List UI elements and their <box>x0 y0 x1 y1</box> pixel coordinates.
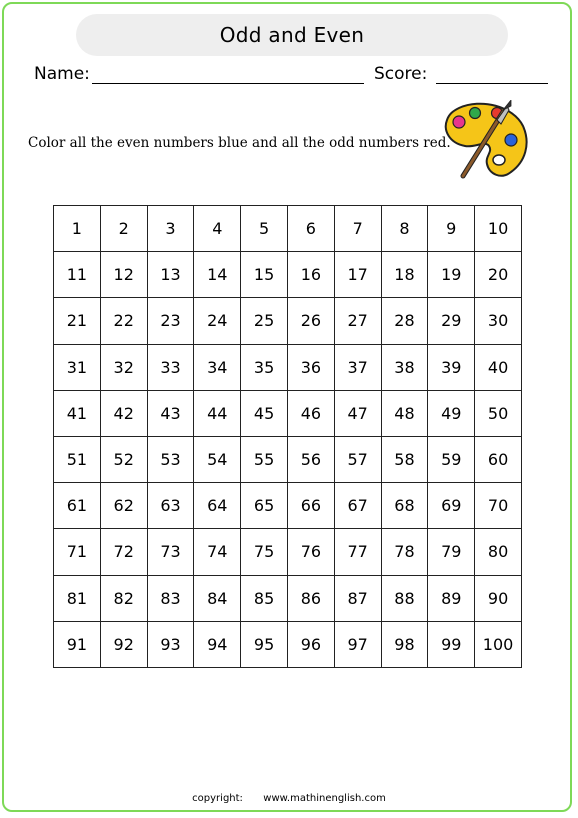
grid-cell[interactable]: 55 <box>241 436 288 482</box>
grid-cell[interactable]: 39 <box>428 344 475 390</box>
grid-cell[interactable]: 95 <box>241 621 288 667</box>
grid-cell[interactable]: 5 <box>241 206 288 252</box>
grid-cell[interactable]: 54 <box>194 436 241 482</box>
grid-cell[interactable]: 4 <box>194 206 241 252</box>
grid-row <box>54 436 522 482</box>
grid-cell[interactable]: 60 <box>475 436 522 482</box>
grid-row <box>54 344 522 390</box>
grid-cell[interactable]: 49 <box>428 390 475 436</box>
grid-cell[interactable]: 92 <box>100 621 147 667</box>
grid-cell[interactable]: 51 <box>54 436 101 482</box>
grid-cell[interactable]: 38 <box>381 344 428 390</box>
grid-cell[interactable]: 84 <box>194 575 241 621</box>
grid-cell[interactable]: 47 <box>334 390 381 436</box>
grid-cell[interactable]: 3 <box>147 206 194 252</box>
page-title: Odd and Even <box>219 23 365 47</box>
grid-cell[interactable]: 50 <box>475 390 522 436</box>
grid-cell[interactable]: 41 <box>54 390 101 436</box>
grid-cell[interactable]: 63 <box>147 483 194 529</box>
grid-row <box>54 390 522 436</box>
grid-cell[interactable]: 52 <box>100 436 147 482</box>
grid-cell[interactable]: 98 <box>381 621 428 667</box>
grid-cell[interactable]: 75 <box>241 529 288 575</box>
grid-cell[interactable]: 40 <box>475 344 522 390</box>
grid-cell[interactable]: 46 <box>287 390 334 436</box>
grid-cell[interactable]: 58 <box>381 436 428 482</box>
grid-cell[interactable]: 13 <box>147 252 194 298</box>
grid-cell[interactable]: 8 <box>381 206 428 252</box>
grid-cell[interactable]: 35 <box>241 344 288 390</box>
grid-cell[interactable]: 85 <box>241 575 288 621</box>
grid-cell[interactable]: 86 <box>287 575 334 621</box>
grid-cell[interactable]: 74 <box>194 529 241 575</box>
grid-cell[interactable]: 67 <box>334 483 381 529</box>
grid-row <box>54 206 522 252</box>
grid-cell[interactable]: 12 <box>100 252 147 298</box>
grid-cell[interactable]: 62 <box>100 483 147 529</box>
grid-cell[interactable]: 21 <box>54 298 101 344</box>
title-bar <box>76 14 508 56</box>
grid-cell[interactable]: 91 <box>54 621 101 667</box>
grid-cell[interactable]: 29 <box>428 298 475 344</box>
footer <box>0 793 578 804</box>
name-label: Name: <box>34 64 90 84</box>
grid-cell[interactable]: 45 <box>241 390 288 436</box>
grid-cell[interactable]: 48 <box>381 390 428 436</box>
grid-cell[interactable]: 81 <box>54 575 101 621</box>
grid-cell[interactable]: 77 <box>334 529 381 575</box>
grid-cell[interactable]: 15 <box>241 252 288 298</box>
grid-cell[interactable]: 10 <box>475 206 522 252</box>
grid-cell[interactable]: 20 <box>475 252 522 298</box>
grid-cell[interactable]: 69 <box>428 483 475 529</box>
score-label: Score: <box>374 64 428 84</box>
name-score-row <box>34 64 554 88</box>
grid-cell[interactable]: 23 <box>147 298 194 344</box>
grid-cell[interactable]: 96 <box>287 621 334 667</box>
instruction-text: Color all the even numbers blue and all the odd numbers red. <box>28 135 451 151</box>
grid-cell[interactable]: 32 <box>100 344 147 390</box>
grid-cell[interactable]: 76 <box>287 529 334 575</box>
grid-cell[interactable]: 6 <box>287 206 334 252</box>
website-link[interactable]: www.mathinenglish.com <box>263 793 386 804</box>
grid-cell[interactable]: 17 <box>334 252 381 298</box>
grid-cell[interactable]: 88 <box>381 575 428 621</box>
grid-row <box>54 529 522 575</box>
grid-cell[interactable]: 42 <box>100 390 147 436</box>
grid-cell[interactable]: 1 <box>54 206 101 252</box>
grid-cell[interactable]: 34 <box>194 344 241 390</box>
grid-cell[interactable]: 93 <box>147 621 194 667</box>
grid-cell[interactable]: 18 <box>381 252 428 298</box>
grid-cell[interactable]: 64 <box>194 483 241 529</box>
hundred-chart-grid <box>53 205 522 668</box>
grid-row <box>54 575 522 621</box>
grid-cell[interactable]: 89 <box>428 575 475 621</box>
grid-cell[interactable]: 56 <box>287 436 334 482</box>
grid-cell[interactable]: 61 <box>54 483 101 529</box>
grid-cell[interactable]: 72 <box>100 529 147 575</box>
grid-cell[interactable]: 24 <box>194 298 241 344</box>
grid-cell[interactable]: 79 <box>428 529 475 575</box>
name-write-line[interactable] <box>92 83 364 84</box>
grid-cell[interactable]: 83 <box>147 575 194 621</box>
grid-cell[interactable]: 2 <box>100 206 147 252</box>
grid-cell[interactable]: 11 <box>54 252 101 298</box>
grid-cell[interactable]: 44 <box>194 390 241 436</box>
grid-row <box>54 252 522 298</box>
grid-cell[interactable]: 65 <box>241 483 288 529</box>
grid-cell[interactable]: 82 <box>100 575 147 621</box>
paint-palette-icon <box>441 100 531 182</box>
grid-cell[interactable]: 43 <box>147 390 194 436</box>
grid-cell[interactable]: 19 <box>428 252 475 298</box>
grid-cell[interactable]: 59 <box>428 436 475 482</box>
grid-cell[interactable]: 33 <box>147 344 194 390</box>
score-write-line[interactable] <box>436 83 548 84</box>
grid-cell[interactable]: 27 <box>334 298 381 344</box>
grid-row <box>54 298 522 344</box>
copyright-label: copyright: <box>192 793 243 804</box>
grid-row <box>54 621 522 667</box>
grid-cell[interactable]: 22 <box>100 298 147 344</box>
grid-cell[interactable]: 28 <box>381 298 428 344</box>
grid-cell[interactable]: 14 <box>194 252 241 298</box>
grid-cell[interactable]: 94 <box>194 621 241 667</box>
grid-cell[interactable]: 78 <box>381 529 428 575</box>
grid-cell[interactable]: 37 <box>334 344 381 390</box>
grid-row <box>54 483 522 529</box>
grid-cell[interactable]: 80 <box>475 529 522 575</box>
grid-cell[interactable]: 90 <box>475 575 522 621</box>
grid-cell[interactable]: 9 <box>428 206 475 252</box>
grid-cell[interactable]: 57 <box>334 436 381 482</box>
grid-cell[interactable]: 66 <box>287 483 334 529</box>
grid-cell[interactable]: 26 <box>287 298 334 344</box>
grid-cell[interactable]: 53 <box>147 436 194 482</box>
grid-cell[interactable]: 31 <box>54 344 101 390</box>
grid-cell[interactable]: 36 <box>287 344 334 390</box>
grid-cell[interactable]: 73 <box>147 529 194 575</box>
grid-cell[interactable]: 97 <box>334 621 381 667</box>
grid-cell[interactable]: 16 <box>287 252 334 298</box>
grid-cell[interactable]: 99 <box>428 621 475 667</box>
grid-cell[interactable]: 30 <box>475 298 522 344</box>
grid-cell[interactable]: 68 <box>381 483 428 529</box>
grid-cell[interactable]: 87 <box>334 575 381 621</box>
grid-cell[interactable]: 71 <box>54 529 101 575</box>
grid-cell[interactable]: 25 <box>241 298 288 344</box>
grid-cell[interactable]: 70 <box>475 483 522 529</box>
grid-cell[interactable]: 100 <box>475 621 522 667</box>
grid-cell[interactable]: 7 <box>334 206 381 252</box>
